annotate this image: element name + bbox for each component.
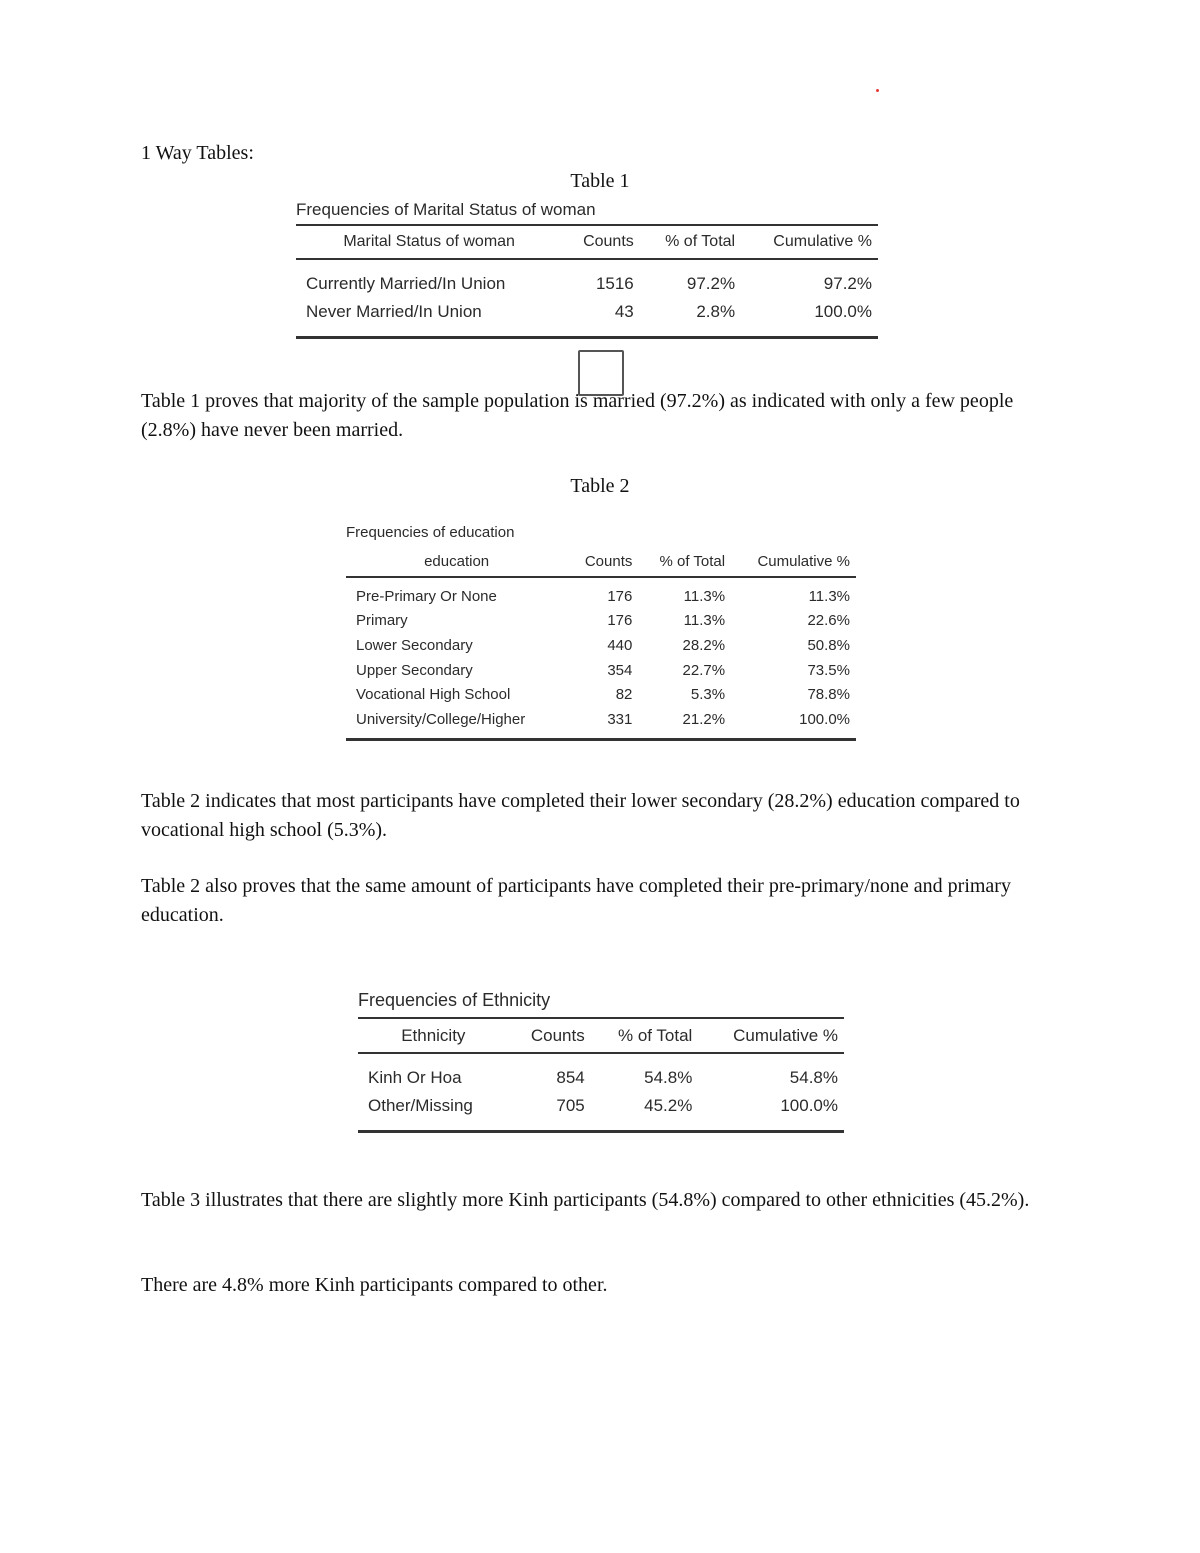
paragraph-conclusion: There are 4.8% more Kinh participants compared to other. <box>141 1274 608 1296</box>
row-label: Other/Missing <box>358 1092 509 1132</box>
row-count: 176 <box>607 612 633 630</box>
row-count: 1516 <box>595 274 634 293</box>
row-label: Never Married/In Union <box>296 298 562 338</box>
row-percent: 21.2% <box>638 707 731 739</box>
row-cumulative: 100.0% <box>698 1092 844 1132</box>
row-percent: 11.3% <box>683 612 726 630</box>
row-percent: 54.8% <box>644 1068 693 1087</box>
table3-header-category: Ethnicity <box>358 1018 509 1053</box>
paragraph-table2-detail: Table 2 also proves that the same amount of participants have completed their pre-primary/none and primary education. <box>141 875 1011 926</box>
paragraph-table2-summary: Table 2 indicates that most participants have completed their lower secondary (28.2%) education compared to vocational high school (5.3%). <box>141 790 1020 841</box>
paragraph-table1-summary: Table 1 proves that majority of the sample population is married (97.2%) as indicated with only a few people (2.8%) have never been married. <box>141 390 1014 441</box>
row-percent: 2.8% <box>640 298 741 338</box>
row-percent: 11.3% <box>683 587 726 605</box>
table-row <box>346 682 856 707</box>
row-label: University/College/Higher <box>346 707 567 739</box>
table-row <box>346 633 856 658</box>
row-count: 705 <box>509 1092 591 1132</box>
row-percent: 97.2% <box>686 274 736 293</box>
table-row <box>346 609 856 634</box>
table-row <box>358 1092 844 1132</box>
row-label: Lower Secondary <box>356 636 473 654</box>
row-cumulative: 73.5% <box>807 661 850 679</box>
row-cumulative: 54.8% <box>789 1068 838 1087</box>
table-row <box>346 658 856 683</box>
row-percent: 28.2% <box>682 636 726 654</box>
table1-grid <box>296 224 878 339</box>
table2-grid <box>346 546 856 741</box>
table-row <box>358 1053 844 1092</box>
ethnicity-table <box>358 990 844 1133</box>
table2-caption: Table 2 <box>570 475 630 497</box>
row-cumulative: 22.6% <box>807 612 850 630</box>
table3-header-cumulative: Cumulative % <box>698 1018 844 1053</box>
row-label: Currently Married/In Union <box>306 274 506 293</box>
table1-header-counts: Counts <box>562 225 640 259</box>
section-heading: 1 Way Tables: <box>141 142 254 164</box>
table-row <box>296 259 878 298</box>
row-cumulative: 50.8% <box>807 636 850 654</box>
row-cumulative: 97.2% <box>823 274 872 293</box>
table3-grid <box>358 1017 844 1133</box>
paragraph-table3-summary: Table 3 illustrates that there are slightly more Kinh participants (54.8%) compared to other ethnicities (45.2%). <box>141 1189 1030 1211</box>
table3-header-counts: Counts <box>509 1018 591 1053</box>
table2-header-percent: % of Total <box>638 546 731 577</box>
table1-caption: Table 1 <box>570 170 630 192</box>
table1-header-category: Marital Status of woman <box>296 225 562 259</box>
row-percent: 45.2% <box>591 1092 699 1132</box>
row-count: 331 <box>567 707 638 739</box>
row-count: 354 <box>607 661 633 679</box>
row-cumulative: 78.8% <box>807 686 850 704</box>
row-label: Vocational High School <box>356 686 511 704</box>
table-row <box>296 298 878 338</box>
row-percent: 5.3% <box>690 686 726 704</box>
table-row <box>346 707 856 739</box>
row-count: 854 <box>556 1068 585 1087</box>
table2-header-category: education <box>346 546 567 577</box>
row-count: 43 <box>562 298 640 338</box>
table2-header-counts: Counts <box>567 546 638 577</box>
row-cumulative: 100.0% <box>741 298 878 338</box>
row-count: 440 <box>607 636 633 654</box>
row-cumulative: 11.3% <box>808 587 850 605</box>
red-dot-mark <box>876 89 879 92</box>
table1-header-percent: % of Total <box>640 225 741 259</box>
row-label: Pre-Primary Or None <box>356 587 497 605</box>
table2-title: Frequencies of education <box>346 524 515 541</box>
row-cumulative: 100.0% <box>731 707 856 739</box>
education-table <box>346 524 856 741</box>
row-percent: 22.7% <box>682 661 726 679</box>
row-count: 82 <box>615 686 633 704</box>
row-label: Primary <box>356 612 408 630</box>
table2-header-cumulative: Cumulative % <box>731 546 856 577</box>
row-count: 176 <box>607 587 633 605</box>
marital-status-table <box>296 200 878 339</box>
table-row <box>346 577 856 609</box>
row-label: Upper Secondary <box>356 661 473 679</box>
table3-header-percent: % of Total <box>591 1018 699 1053</box>
table1-header-cumulative: Cumulative % <box>741 225 878 259</box>
table3-title: Frequencies of Ethnicity <box>358 990 551 1010</box>
row-label: Kinh Or Hoa <box>368 1068 462 1087</box>
table1-title: Frequencies of Marital Status of woman <box>296 200 596 219</box>
